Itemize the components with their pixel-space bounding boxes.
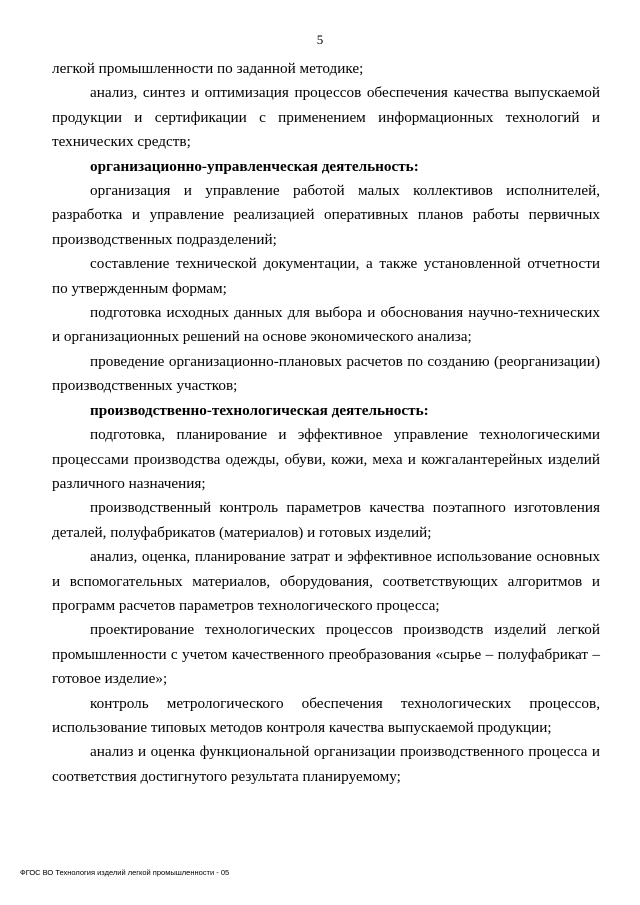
paragraph: производственный контроль параметров качества поэтапного изготовления деталей, полуфабрикатов (материалов) и готовых изделий; — [52, 499, 600, 541]
section-heading: организационно-управленческая деятельность: — [90, 157, 419, 175]
footer-text: ФГОС ВО Технология изделий легкой промышленности - 05 — [20, 868, 230, 877]
paragraph: анализ и оценка функциональной организации производственного процесса и соответствия достигнутого результата планируемому; — [52, 743, 600, 785]
section-heading: производственно-технологическая деятельность: — [90, 401, 429, 419]
paragraph: подготовка, планирование и эффективное управление технологическими процессами производства одежды, обуви, кожи, меха и кожгалантерейных изделий различного назначения; — [52, 426, 600, 492]
page-number: 5 — [316, 32, 324, 47]
body-text — [52, 57, 600, 789]
paragraph: проведение организационно-плановых расчетов по созданию (реорганизации) производственных участков; — [52, 352, 600, 395]
paragraph: проектирование технологических процессов производств изделий легкой промышленности с учетом качественного преобразования «сырье – полуфабрикат – готовое изделие»; — [52, 621, 600, 688]
paragraph: организация и управление работой малых коллективов исполнителей, разработка и управление реализацией оперативных планов работы первичных производственных подразделений; — [52, 182, 600, 248]
paragraph: контроль метрологического обеспечения технологических процессов, использование типовых методов контроля качества выпускаемой продукции; — [52, 694, 600, 736]
paragraph: легкой промышленности по заданной методике; — [52, 60, 364, 77]
paragraph: составление технической документации, а также установленной отчетности по утвержденным формам; — [52, 255, 600, 297]
paragraph: подготовка исходных данных для выбора и обоснования научно-технических и организационных решений на основе экономического анализа; — [52, 304, 600, 346]
paragraph: анализ, оценка, планирование затрат и эффективное использование основных и вспомогательных материалов, оборудования, соответствующих алгоритмов и программ расчетов параметров технологического процесса; — [52, 548, 600, 614]
paragraph: анализ, синтез и оптимизация процессов обеспечения качества выпускаемой продукции и сертификации с применением информационных технологий и технических средств; — [52, 84, 600, 151]
